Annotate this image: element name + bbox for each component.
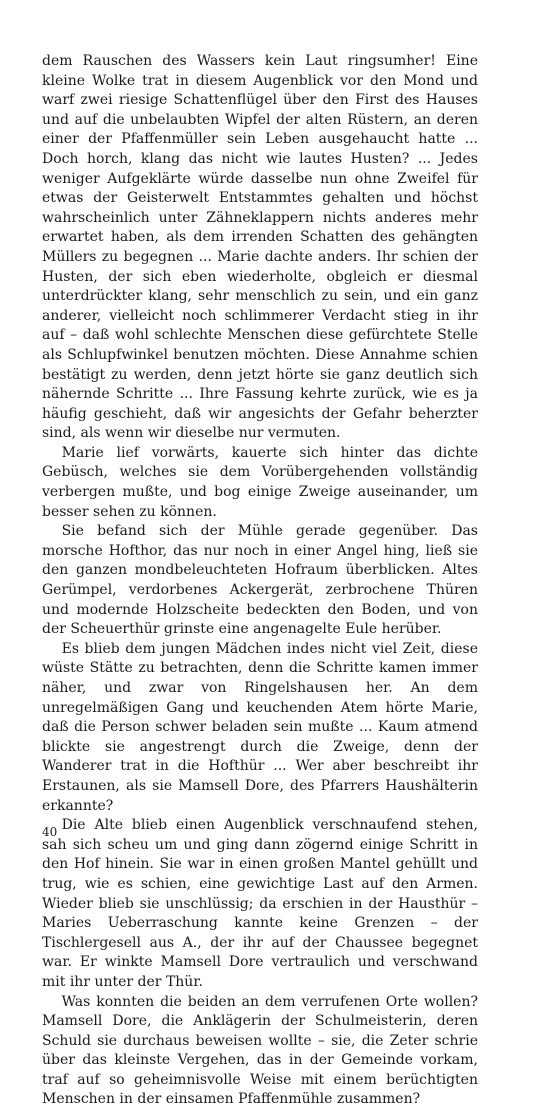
paragraph: Was konnten die beiden an dem verrufenen Orte wollen? Mamsell Dore, die Anklägerin der Schulmeisterin, deren Schuld sie durchaus beweisen wollte – sie, die Zeter schrie über das kleinste Vergehen, das in der Gemeinde vorkam, traf auf so geheimnisvolle Weise mit einem berüchtigten Menschen in der einsamen Pfaffenmühle zusammen?	[42, 993, 478, 1110]
paragraph: Marie lief vorwärts, kauerte sich hinter das dichte Gebüsch, welches sie dem Vorübergehenden vollständig verbergen mußte, und bog einige Zweige auseinander, um besser sehen zu können.	[42, 444, 478, 522]
paragraph: Sie befand sich der Mühle gerade gegenüber. Das morsche Hofthor, das nur noch in einer Angel hing, ließ sie den ganzen mondbeleuchteten Hofraum überblicken. Altes Gerümpel, verdorbenes Ackergerät, zerbrochene Thüren und modernde Holzscheite bedeckten den Boden, und von der Scheuerthür grinste eine angenagelte Eule herüber.	[42, 522, 478, 640]
paragraph: Die Alte blieb einen Augenblick verschnaufend stehen, sah sich scheu um und ging dann zögernd einige Schritt in den Hof hinein. Sie war in einen großen Mantel gehüllt und trug, wie es schien, eine gewichtige Last auf den Armen. Wieder blieb sie unschlüssig; da erschien in der Hausthür – Maries Ueberraschung kannte keine Grenzen – der Tischlergesell aus A., der ihr auf der Chaussee begegnet war. Er winkte Mamsell Dore vertraulich und verschwand mit ihr unter der Thür.	[42, 816, 478, 992]
paragraph-continuation: dem Rauschen des Wassers kein Laut ringsumher! Eine kleine Wolke trat in diesem Augenblick vor den Mond und warf zwei riesige Schattenflügel über den First des Hauses und auf die unbelaubten Wipfel der alten Rüstern, an deren einer der Pfaffenmüller sein Leben ausgehaucht hatte ... Doch horch, klang das nicht wie lautes Husten? ... Jedes weniger Aufgeklärte würde dasselbe nun ohne Zweifel für etwas der Geisterwelt Entstammtes gehalten und höchst wahrscheinlich unter Zähneklappern nichts anderes mehr erwartet haben, als dem irrenden Schatten des gehängten Müllers zu begegnen ... Marie dachte anders. Ihr schien der Husten, der sich eben wiederholte, obgleich er diesmal unterdrückter klang, sehr menschlich zu sein, und ein ganz anderer, vielleicht noch schlimmerer Verdacht stieg in ihr auf – daß wohl schlechte Menschen diese gefürchtete Stelle als Schlupfwinkel benutzen möchten. Diese Annahme schien bestätigt zu werden, denn jetzt hörte sie ganz deutlich sich nähernde Schritte ... Ihre Fassung kehrte zurück, wie es ja häufig geschieht, daß wir angesichts der Gefahr beherzter sind, als wenn wir dieselbe nur vermuten.	[42, 52, 478, 444]
page-number: 40	[42, 825, 57, 839]
body-text	[42, 52, 478, 1110]
paragraph: Es blieb dem jungen Mädchen indes nicht viel Zeit, diese wüste Stätte zu betrachten, denn die Schritte kamen immer näher, und zwar von Ringelshausen her. An dem unregelmäßigen Gang und keuchenden Atem hörte Marie, daß die Person schwer beladen sein mußte ... Kaum atmend blickte sie angestrengt durch die Zweige, denn der Wanderer trat in die Hofthür ... Wer aber beschreibt ihr Erstaunen, als sie Mamsell Dore, des Pfarrers Haushälterin erkannte?	[42, 640, 478, 816]
